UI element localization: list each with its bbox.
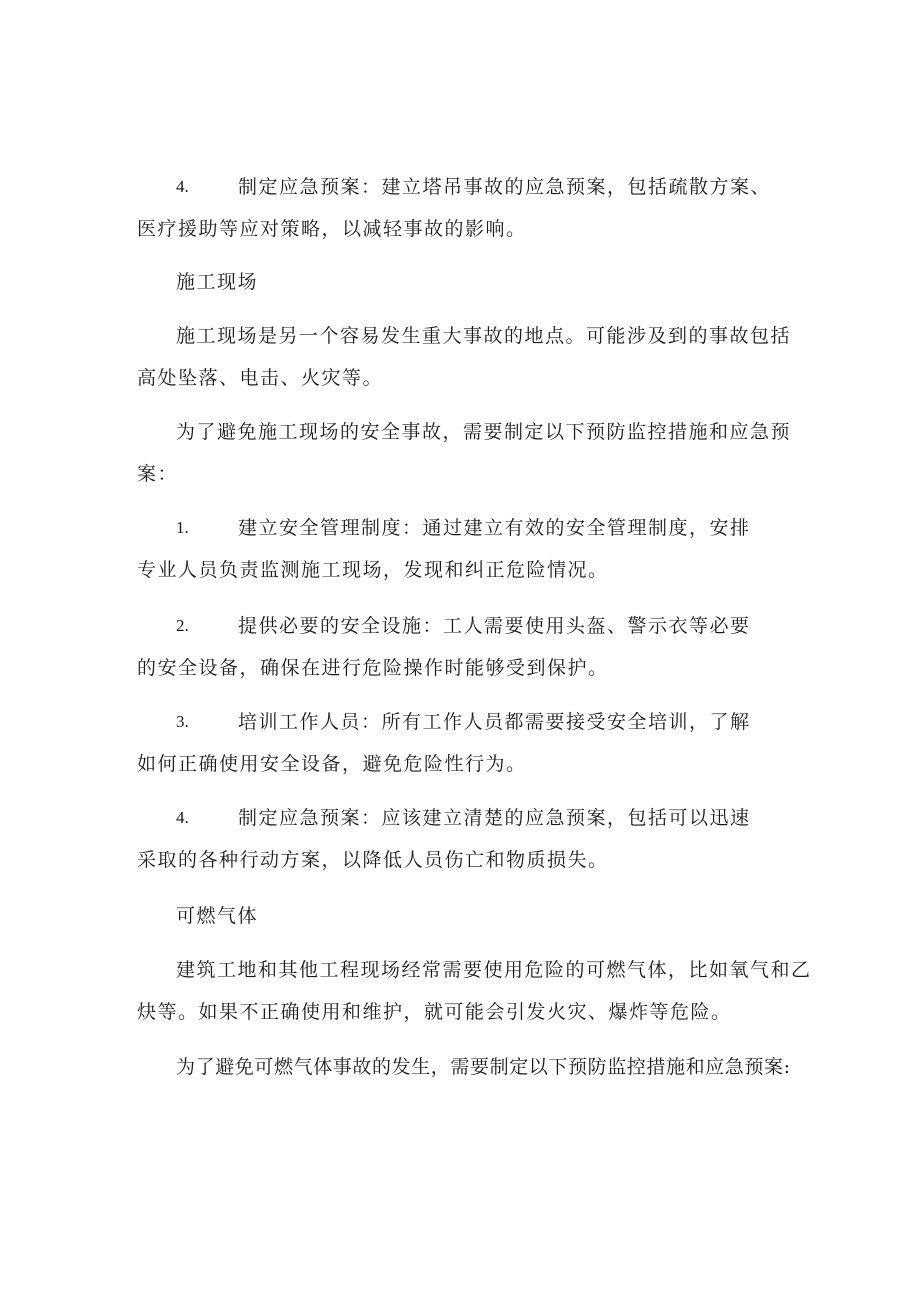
paragraph-text: 为了避免施工现场的安全事故，需要制定以下预防监控措施和应急预 (176, 421, 792, 443)
list-item-text: 如何正确使用安全设备，避免危险性行为。 (137, 753, 527, 775)
paragraph-text: 炔等。如果不正确使用和维护，就可能会引发火灾、爆炸等危险。 (137, 1001, 732, 1023)
list-item-text: 建立安全管理制度：通过建立有效的安全管理制度，安排 (238, 517, 751, 539)
list-item-text: 提供必要的安全设施：工人需要使用头盔、警示衣等必要 (238, 615, 751, 637)
list-item-text: 采取的各种行动方案，以降低人员伤亡和物质损失。 (137, 849, 609, 871)
list-item-text: 制定应急预案：建立塔吊事故的应急预案，包括疏散方案、 (238, 176, 772, 198)
section-heading: 施工现场 (176, 271, 259, 293)
list-number: 3. (176, 712, 189, 731)
paragraph-text: 建筑工地和其他工程现场经常需要使用危险的可燃气体，比如氧气和乙 (176, 959, 812, 981)
list-item-text: 医疗援助等应对策略，以减轻事故的影响。 (137, 218, 527, 240)
list-number: 1. (176, 518, 189, 537)
section-heading: 可燃气体 (176, 905, 259, 927)
list-item-text: 专业人员负责监测施工现场，发现和纠正危险情况。 (137, 559, 609, 581)
list-number: 4. (176, 177, 189, 196)
list-number: 4. (176, 808, 189, 827)
paragraph-text: 为了避免可燃气体事故的发生，需要制定以下预防监控措施和应急预案: (176, 1056, 791, 1078)
paragraph-text: 高处坠落、电击、火灾等。 (137, 367, 384, 389)
list-item-text: 制定应急预案：应该建立清楚的应急预案，包括可以迅速 (238, 807, 751, 829)
list-item-text: 培训工作人员：所有工作人员都需要接受安全培训，了解 (238, 711, 751, 733)
paragraph-text: 案： (137, 463, 179, 485)
list-item-text: 的安全设备，确保在进行危险操作时能够受到保护。 (137, 657, 609, 679)
list-number: 2. (176, 616, 189, 635)
paragraph-text: 施工现场是另一个容易发生重大事故的地点。可能涉及到的事故包括 (176, 325, 792, 347)
